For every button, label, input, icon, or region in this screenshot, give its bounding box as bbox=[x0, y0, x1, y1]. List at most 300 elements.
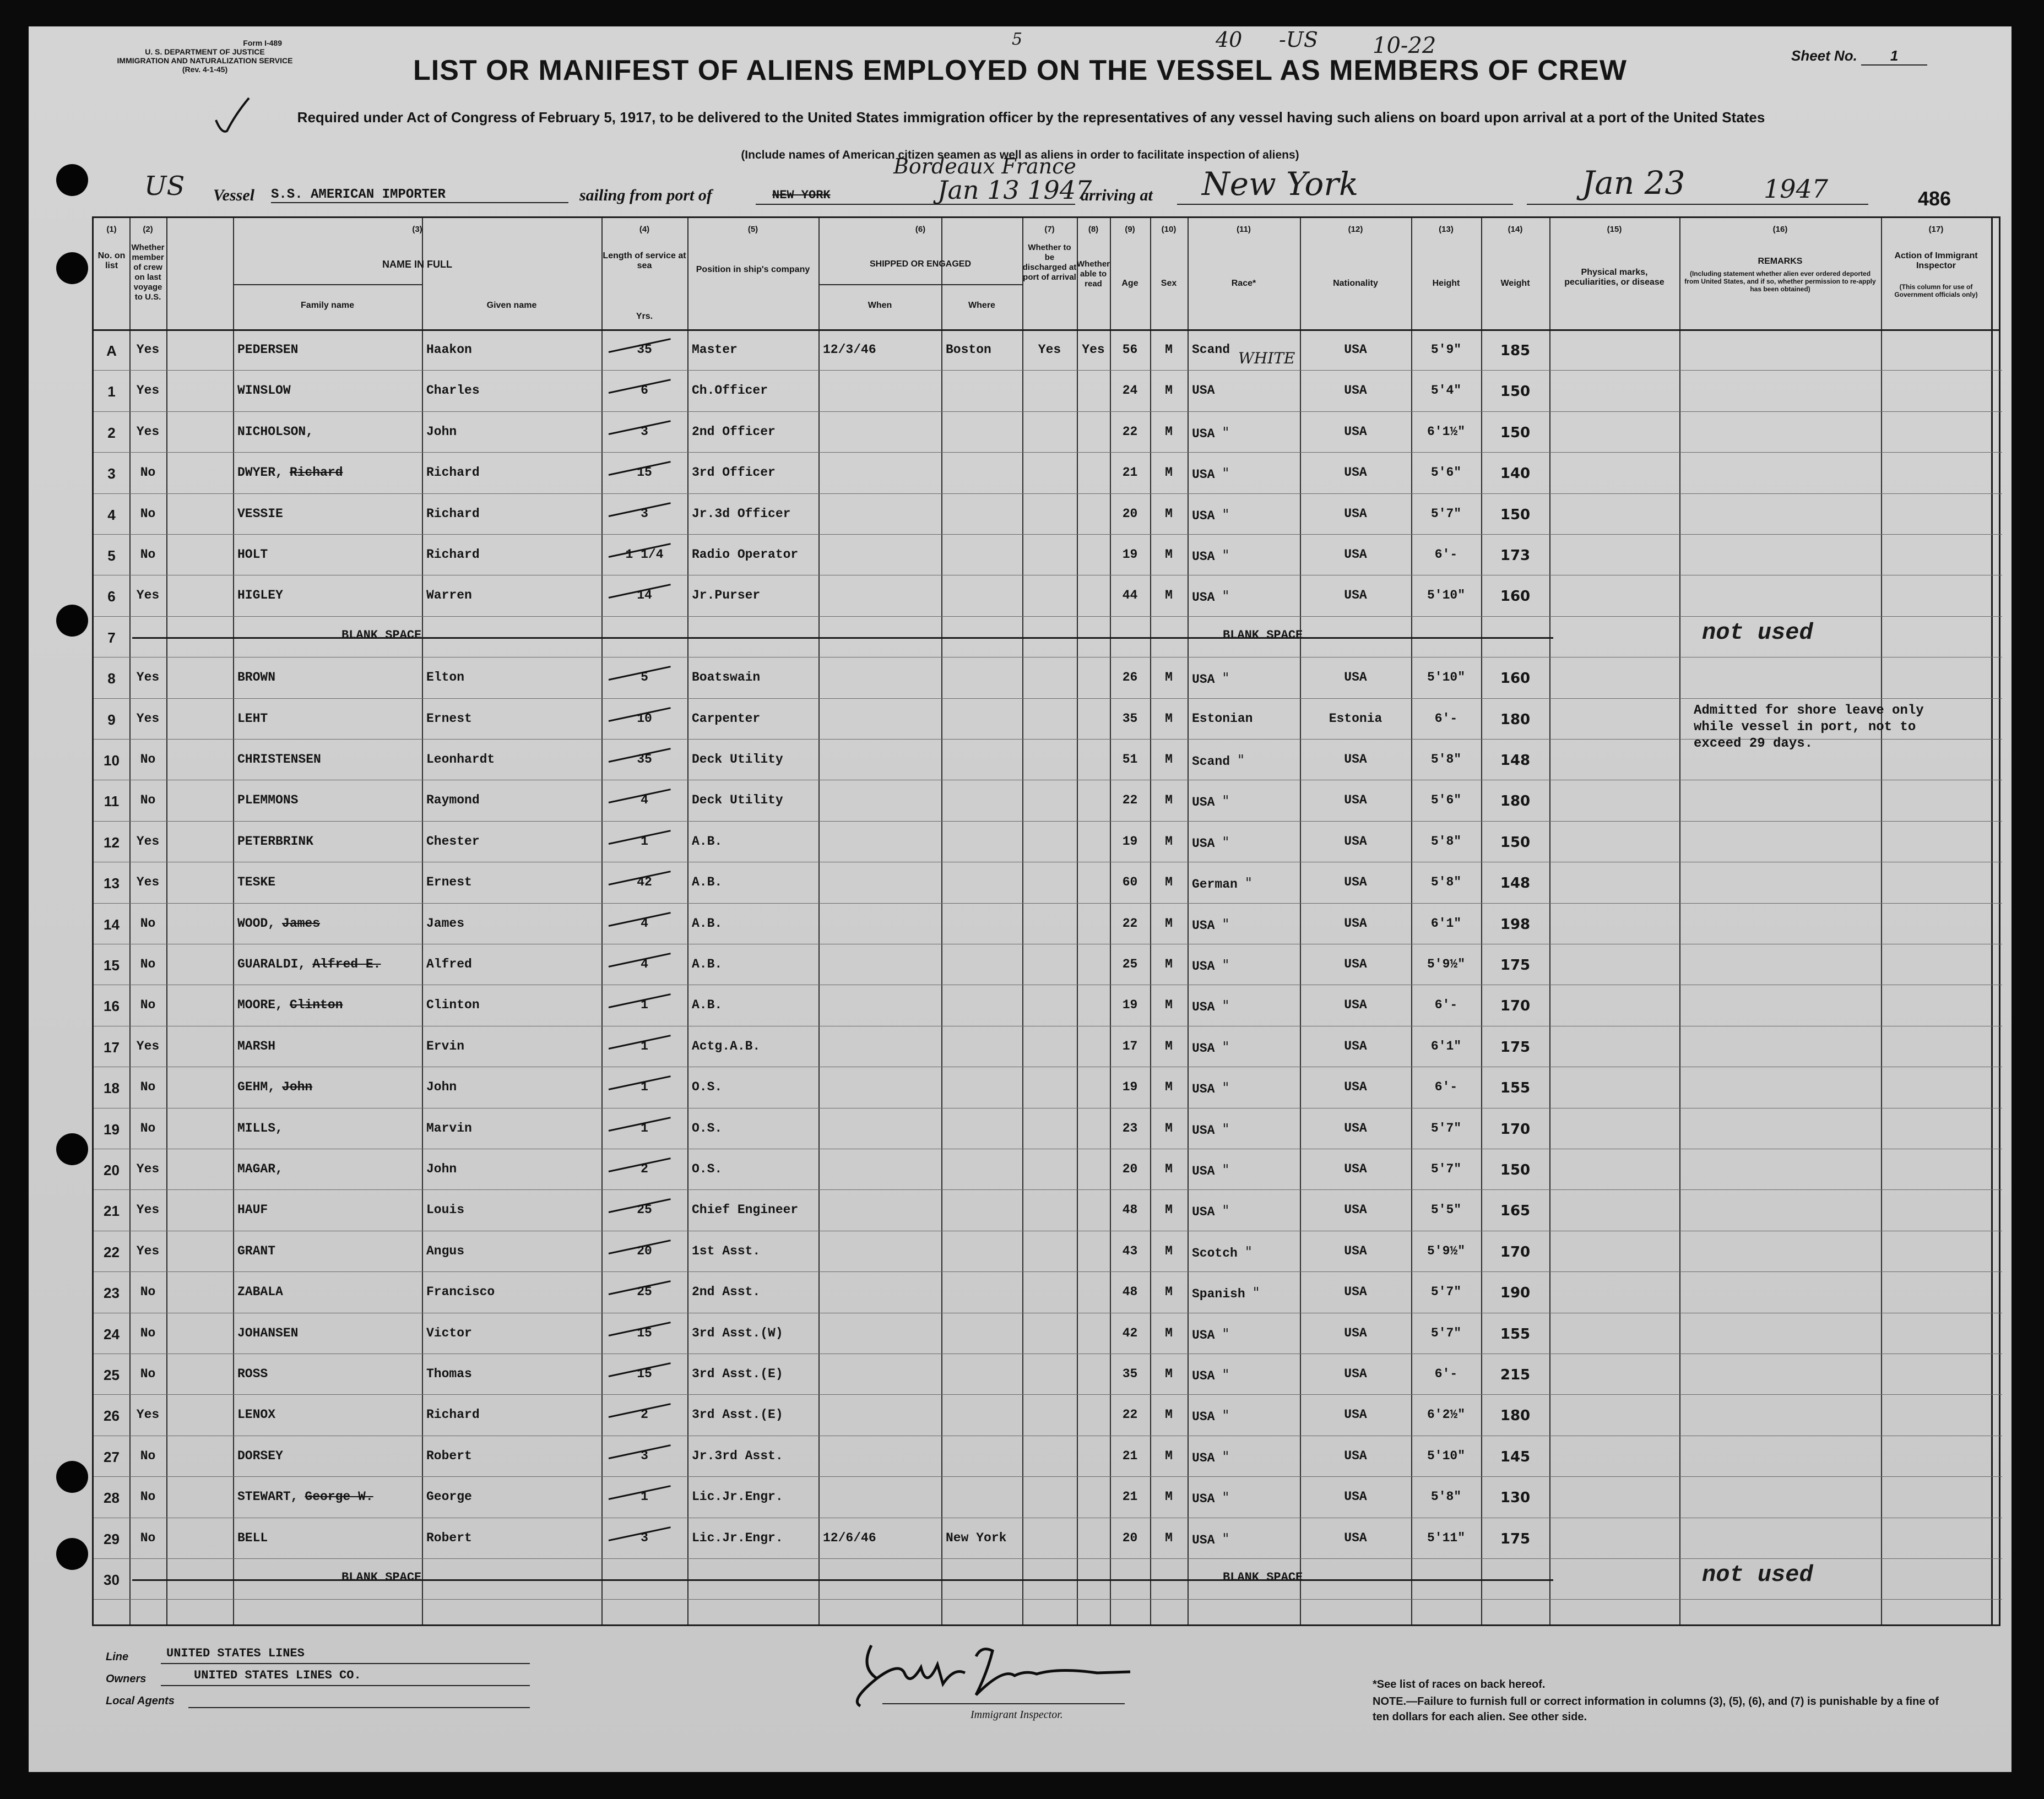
cell-age: 20 bbox=[1122, 1162, 1138, 1176]
cell-family: GRANT bbox=[237, 1243, 276, 1258]
cell-height: 5'8" bbox=[1430, 875, 1462, 890]
cell-family: BELL bbox=[237, 1530, 268, 1545]
cell-weight: 175 bbox=[1500, 1530, 1531, 1547]
cell-sex: M bbox=[1165, 1407, 1173, 1422]
cell-no: 15 bbox=[104, 957, 120, 974]
cell-no: 11 bbox=[104, 793, 120, 810]
inspector-label: Immigrant Inspector. bbox=[971, 1709, 1063, 1721]
top-annotation: -US bbox=[1279, 28, 1318, 52]
cell-no: 23 bbox=[104, 1285, 120, 1302]
cell-position: Jr.3d Officer bbox=[692, 506, 791, 521]
remark-line: Admitted for shore leave only bbox=[1694, 703, 1924, 718]
cell-prev: Yes bbox=[136, 1039, 160, 1053]
cell-race: USA " bbox=[1192, 1448, 1229, 1465]
cell-family: DWYER, Richard bbox=[237, 465, 343, 480]
cell-age: 24 bbox=[1122, 383, 1138, 398]
blank-strike-line bbox=[132, 1579, 1553, 1581]
table-row bbox=[94, 493, 2002, 534]
cell-weight: 150 bbox=[1500, 1162, 1531, 1178]
cell-sex: M bbox=[1165, 752, 1173, 767]
cell-sex: M bbox=[1165, 1203, 1173, 1218]
cell-weight: 150 bbox=[1500, 834, 1531, 851]
race-ditto-mark: " bbox=[1245, 875, 1252, 892]
cell-sex: M bbox=[1165, 670, 1173, 685]
punch-hole bbox=[56, 164, 88, 196]
sailing-label: sailing from port of bbox=[579, 186, 712, 204]
cell-height: 5'8" bbox=[1430, 1490, 1462, 1504]
cell-race: USA " bbox=[1192, 1490, 1229, 1507]
race-ditto-mark: WHITE bbox=[1238, 349, 1295, 367]
cell-race: Spanish " bbox=[1192, 1285, 1260, 1302]
races-note: *See list of races on back hereof. bbox=[1373, 1678, 1546, 1691]
cell-discharged: Yes bbox=[1038, 343, 1061, 357]
cell-position: Master bbox=[692, 343, 738, 357]
cell-nationality: Estonia bbox=[1329, 711, 1382, 726]
col-num: (16) bbox=[1772, 225, 1788, 234]
vessel-name: S.S. AMERICAN IMPORTER bbox=[271, 187, 568, 203]
cell-prev: Yes bbox=[136, 670, 160, 685]
header-prev-voyage: Whether member of crew on last voyage to U.S. bbox=[131, 243, 165, 302]
cell-height: 5'11" bbox=[1427, 1530, 1465, 1545]
race-ditto-mark: " bbox=[1222, 916, 1229, 933]
cell-age: 48 bbox=[1122, 1203, 1138, 1218]
cell-prev: No bbox=[140, 752, 156, 767]
cell-weight: 175 bbox=[1500, 1039, 1531, 1056]
cell-height: 6'- bbox=[1434, 711, 1458, 726]
cell-age: 60 bbox=[1122, 875, 1138, 890]
cell-sex: M bbox=[1165, 916, 1173, 931]
cell-prev: No bbox=[140, 916, 156, 931]
form-title: LIST OR MANIFEST OF ALIENS EMPLOYED ON THE VESSEL AS MEMBERS OF CREW bbox=[413, 55, 1627, 86]
cell-no: 29 bbox=[104, 1530, 120, 1547]
cell-given: Charles bbox=[426, 383, 480, 398]
cell-position: Boatswain bbox=[692, 670, 761, 685]
sheet-label: Sheet No. bbox=[1791, 47, 1857, 64]
cell-position: Carpenter bbox=[692, 711, 761, 726]
col-num: (11) bbox=[1237, 225, 1251, 234]
cell-no: 10 bbox=[104, 752, 120, 769]
cell-race: USA " bbox=[1192, 670, 1229, 687]
cell-nationality: USA bbox=[1344, 670, 1367, 685]
cell-when: 12/6/46 bbox=[823, 1530, 876, 1545]
race-ditto-mark: " bbox=[1222, 506, 1229, 523]
cell-age: 19 bbox=[1122, 998, 1138, 1013]
cell-family: MILLS, bbox=[237, 1121, 283, 1135]
cell-given: Ervin bbox=[426, 1039, 465, 1053]
col-num: (14) bbox=[1508, 225, 1523, 234]
cell-height: 5'7" bbox=[1430, 1325, 1462, 1340]
struck-given-name: John bbox=[282, 1080, 313, 1095]
cell-sex: M bbox=[1165, 1080, 1173, 1095]
cell-service: 1 bbox=[641, 1080, 648, 1095]
cell-nationality: USA bbox=[1344, 1080, 1367, 1095]
cell-service: 42 bbox=[637, 875, 652, 890]
punch-hole bbox=[56, 1461, 88, 1493]
cell-family: ZABALA bbox=[237, 1285, 283, 1300]
cell-family: DORSEY bbox=[237, 1448, 283, 1463]
cell-family: GEHM, John bbox=[237, 1080, 313, 1095]
race-ditto-mark: " bbox=[1222, 957, 1229, 974]
race-ditto-mark: " bbox=[1222, 588, 1229, 605]
cell-sex: M bbox=[1165, 1243, 1173, 1258]
cell-no: 7 bbox=[107, 629, 116, 646]
cell-service: 10 bbox=[637, 711, 652, 726]
cell-age: 21 bbox=[1122, 1490, 1138, 1504]
race-ditto-mark: " bbox=[1245, 1243, 1252, 1260]
cell-weight: 198 bbox=[1500, 916, 1531, 933]
cell-race: USA " bbox=[1192, 588, 1229, 605]
cell-given: Ernest bbox=[426, 711, 472, 726]
cell-no: 19 bbox=[104, 1121, 120, 1138]
dept-line-2: IMMIGRATION AND NATURALIZATION SERVICE bbox=[117, 56, 293, 65]
cell-no: 27 bbox=[104, 1448, 120, 1465]
owners-underline bbox=[161, 1685, 530, 1686]
header-height: Height bbox=[1432, 279, 1460, 288]
struck-given-name: Clinton bbox=[289, 998, 343, 1013]
cell-position: O.S. bbox=[692, 1080, 723, 1095]
punch-hole bbox=[56, 1133, 88, 1165]
cell-age: 26 bbox=[1122, 670, 1138, 685]
col-num: (10) bbox=[1161, 225, 1176, 234]
top-annotation: 10-22 bbox=[1373, 33, 1436, 58]
cell-race: Scand WHITE bbox=[1192, 343, 1295, 367]
struck-given-name: Richard bbox=[289, 465, 343, 480]
page-number: 486 bbox=[1918, 187, 1951, 210]
cell-no: 24 bbox=[104, 1325, 120, 1343]
cell-no: 3 bbox=[107, 465, 116, 482]
header-sex: Sex bbox=[1161, 279, 1177, 288]
cell-position: A.B. bbox=[692, 834, 723, 849]
cell-prev: No bbox=[140, 998, 156, 1013]
cell-prev: Yes bbox=[136, 588, 160, 603]
cell-sex: M bbox=[1165, 383, 1173, 398]
race-ditto-mark: " bbox=[1222, 834, 1229, 851]
table-row bbox=[94, 1354, 2002, 1394]
col-num: (13) bbox=[1439, 225, 1454, 234]
table-row bbox=[94, 903, 2002, 944]
arriving-underline bbox=[1177, 204, 1513, 205]
cell-given: Raymond bbox=[426, 793, 480, 808]
table-row bbox=[94, 862, 2002, 903]
cell-no: 22 bbox=[104, 1243, 120, 1260]
table-row bbox=[94, 452, 2002, 493]
port-handwritten: Bordeaux France bbox=[893, 154, 1076, 178]
cell-given: James bbox=[426, 916, 465, 931]
cell-age: 19 bbox=[1122, 834, 1138, 849]
cell-weight: 170 bbox=[1500, 1243, 1531, 1260]
cell-nationality: USA bbox=[1344, 1121, 1367, 1135]
inspector-underline bbox=[882, 1703, 1125, 1704]
cell-race: USA " bbox=[1192, 1039, 1229, 1056]
cell-service: 1 bbox=[641, 1121, 648, 1135]
blank-space-label: BLANK SPACE bbox=[1223, 1570, 1303, 1584]
cell-service: 4 bbox=[641, 916, 648, 931]
header-service-unit: Yrs. bbox=[636, 312, 653, 321]
cell-weight: 180 bbox=[1500, 793, 1531, 810]
table-row bbox=[94, 1436, 2002, 1476]
blank-strike-line bbox=[132, 637, 1553, 639]
cell-nationality: USA bbox=[1344, 1039, 1367, 1053]
cell-age: 21 bbox=[1122, 465, 1138, 480]
arrival-year: 1947 bbox=[1764, 174, 1829, 204]
cell-height: 5'7" bbox=[1430, 1285, 1462, 1300]
table-row bbox=[94, 1476, 2002, 1517]
cell-nationality: USA bbox=[1344, 834, 1367, 849]
cell-race: Scand " bbox=[1192, 752, 1244, 769]
cell-service: 4 bbox=[641, 957, 648, 971]
cell-given: John bbox=[426, 424, 457, 439]
cell-no: 6 bbox=[107, 588, 116, 605]
cell-service: 4 bbox=[641, 793, 648, 808]
cell-height: 6'- bbox=[1434, 1367, 1458, 1381]
cell-race: Estonian bbox=[1192, 711, 1253, 726]
cell-height: 6'1" bbox=[1430, 1039, 1462, 1053]
cell-age: 20 bbox=[1122, 1530, 1138, 1545]
cell-given: Angus bbox=[426, 1243, 465, 1258]
cell-prev: No bbox=[140, 547, 156, 562]
header-discharged: Whether to be discharged at port of arrival bbox=[1022, 243, 1077, 282]
race-ditto-mark: " bbox=[1222, 1080, 1229, 1097]
col-num: (4) bbox=[639, 225, 650, 234]
cell-prev: No bbox=[140, 1367, 156, 1381]
not-used-note: not used bbox=[1702, 619, 1813, 646]
cell-nationality: USA bbox=[1344, 1407, 1367, 1422]
table-row bbox=[94, 1189, 2002, 1230]
blank-space-label: BLANK SPACE bbox=[341, 1570, 422, 1584]
cell-no: 18 bbox=[104, 1080, 120, 1097]
race-ditto-mark: " bbox=[1222, 1490, 1229, 1507]
cell-weight: 160 bbox=[1500, 588, 1531, 605]
cell-nationality: USA bbox=[1344, 1162, 1367, 1176]
cell-age: 42 bbox=[1122, 1325, 1138, 1340]
cell-nationality: USA bbox=[1344, 465, 1367, 480]
cell-weight: 155 bbox=[1500, 1080, 1531, 1097]
col-num: (3) bbox=[412, 225, 422, 234]
cell-sex: M bbox=[1165, 1367, 1173, 1381]
cell-age: 20 bbox=[1122, 506, 1138, 521]
cell-race: USA " bbox=[1192, 834, 1229, 851]
cell-given: Chester bbox=[426, 834, 480, 849]
cell-age: 51 bbox=[1122, 752, 1138, 767]
cell-service: 1 bbox=[641, 834, 648, 849]
cell-race: USA " bbox=[1192, 424, 1229, 441]
cell-weight: 185 bbox=[1500, 343, 1531, 359]
cell-nationality: USA bbox=[1344, 1285, 1367, 1300]
cell-no: 2 bbox=[107, 424, 116, 441]
cell-given: Ernest bbox=[426, 875, 472, 890]
cell-prev: Yes bbox=[136, 1407, 160, 1422]
cell-nationality: USA bbox=[1344, 875, 1367, 890]
arriving-port: New York bbox=[1202, 165, 1359, 203]
cell-service: 1 1/4 bbox=[625, 547, 664, 562]
cell-family: BROWN bbox=[237, 670, 276, 685]
cell-position: 3rd Officer bbox=[692, 465, 776, 480]
inspector-signature bbox=[838, 1634, 1147, 1711]
cell-height: 5'7" bbox=[1430, 1162, 1462, 1176]
cell-prev: No bbox=[140, 465, 156, 480]
cell-age: 22 bbox=[1122, 424, 1138, 439]
cell-sex: M bbox=[1165, 1325, 1173, 1340]
cell-weight: 180 bbox=[1500, 711, 1531, 728]
cell-prev: No bbox=[140, 1490, 156, 1504]
cell-position: Deck Utility bbox=[692, 793, 783, 808]
cell-position: A.B. bbox=[692, 998, 723, 1013]
cell-nationality: USA bbox=[1344, 793, 1367, 808]
struck-given-name: James bbox=[282, 916, 321, 931]
arrival-date: Jan 23 bbox=[1582, 164, 1685, 202]
header-inspector-note: (This column for use of Government officials only) bbox=[1894, 283, 1978, 298]
cell-weight: 175 bbox=[1500, 957, 1531, 974]
header-given-name: Given name bbox=[486, 301, 537, 310]
cell-age: 48 bbox=[1122, 1285, 1138, 1300]
agents-underline bbox=[188, 1707, 530, 1708]
cell-race: USA " bbox=[1192, 1121, 1229, 1138]
punch-hole bbox=[56, 1538, 88, 1570]
cell-prev: Yes bbox=[136, 834, 160, 849]
cell-no: 5 bbox=[107, 547, 116, 564]
punch-hole bbox=[56, 605, 88, 637]
cell-family: MARSH bbox=[237, 1039, 276, 1053]
race-ditto-mark: " bbox=[1222, 1367, 1229, 1383]
cell-family: VESSIE bbox=[237, 506, 283, 521]
cell-race: USA " bbox=[1192, 916, 1229, 933]
cell-race: USA " bbox=[1192, 998, 1229, 1015]
header-physical-marks: Physical marks, peculiarities, or disease bbox=[1564, 268, 1665, 287]
cell-nationality: USA bbox=[1344, 424, 1367, 439]
cell-family: WINSLOW bbox=[237, 383, 291, 398]
cell-height: 5'6" bbox=[1430, 793, 1462, 808]
not-used-note: not used bbox=[1702, 1562, 1813, 1588]
cell-sex: M bbox=[1165, 588, 1173, 603]
cell-height: 5'8" bbox=[1430, 834, 1462, 849]
cell-family: MOORE, Clinton bbox=[237, 998, 343, 1013]
table-row bbox=[94, 1394, 2002, 1435]
cell-prev: No bbox=[140, 1530, 156, 1545]
cell-where: New York bbox=[946, 1530, 1007, 1545]
cell-race: USA " bbox=[1192, 547, 1229, 564]
cell-position: Deck Utility bbox=[692, 752, 783, 767]
cell-height: 6'- bbox=[1434, 998, 1458, 1013]
cell-race: USA " bbox=[1192, 506, 1229, 523]
cell-position: 3rd Asst.(E) bbox=[692, 1407, 783, 1422]
cell-family: GUARALDI, Alfred E. bbox=[237, 957, 381, 971]
cell-no: A bbox=[106, 343, 117, 359]
cell-prev: Yes bbox=[136, 1243, 160, 1258]
cell-height: 5'4" bbox=[1430, 383, 1462, 398]
cell-position: O.S. bbox=[692, 1162, 723, 1176]
race-ditto-mark: " bbox=[1222, 1039, 1229, 1056]
cell-prev: No bbox=[140, 957, 156, 971]
cell-given: Alfred bbox=[426, 957, 472, 971]
cell-no: 4 bbox=[107, 506, 116, 523]
cell-race: USA " bbox=[1192, 1162, 1229, 1178]
cell-prev: No bbox=[140, 1121, 156, 1135]
cell-weight: 173 bbox=[1500, 547, 1531, 564]
cell-nationality: USA bbox=[1344, 1203, 1367, 1218]
cell-service: 3 bbox=[641, 506, 648, 521]
cell-race: USA " bbox=[1192, 1530, 1229, 1547]
cell-position: Radio Operator bbox=[692, 547, 799, 562]
dept-line-1: U. S. DEPARTMENT OF JUSTICE bbox=[145, 47, 265, 56]
table-row bbox=[94, 780, 2002, 820]
table-row bbox=[94, 1518, 2002, 1558]
dept-line-3: (Rev. 4-1-45) bbox=[182, 65, 228, 74]
cell-height: 6'1½" bbox=[1427, 424, 1465, 439]
note-label: NOTE. bbox=[1373, 1695, 1407, 1708]
cell-race: Scotch " bbox=[1192, 1243, 1252, 1260]
cell-weight: 150 bbox=[1500, 506, 1531, 523]
col-num: (8) bbox=[1088, 225, 1099, 234]
agents-label: Local Agents bbox=[106, 1695, 175, 1707]
table-row bbox=[94, 370, 2002, 411]
cell-nationality: USA bbox=[1344, 1530, 1367, 1545]
sheet-number: 1 bbox=[1861, 47, 1927, 66]
header-family-name: Family name bbox=[301, 301, 354, 310]
cell-prev: Yes bbox=[136, 343, 160, 357]
cell-given: Richard bbox=[426, 506, 480, 521]
cell-sex: M bbox=[1165, 1039, 1173, 1053]
col-num: (17) bbox=[1928, 225, 1944, 234]
cell-given: John bbox=[426, 1080, 457, 1095]
cell-nationality: USA bbox=[1344, 1448, 1367, 1463]
cell-family: HOLT bbox=[237, 547, 268, 562]
cell-weight: 170 bbox=[1500, 1121, 1531, 1138]
table-row bbox=[94, 1067, 2002, 1107]
remark-line: while vessel in port, not to bbox=[1694, 720, 1916, 735]
table-row bbox=[94, 534, 2002, 575]
race-ditto-mark: " bbox=[1222, 1203, 1229, 1220]
cell-where: Boston bbox=[946, 343, 991, 357]
cell-service: 35 bbox=[637, 343, 652, 357]
form-subtitle-2: (Include names of American citizen seamen as well as aliens in order to facilitate inspection of aliens) bbox=[741, 149, 1299, 161]
cell-service: 15 bbox=[637, 1325, 652, 1340]
cell-no: 21 bbox=[104, 1203, 120, 1220]
cell-height: 5'10" bbox=[1427, 1448, 1465, 1463]
cell-weight: 170 bbox=[1500, 998, 1531, 1015]
cell-height: 5'7" bbox=[1430, 1121, 1462, 1135]
header-name-in-full: NAME IN FULL bbox=[382, 259, 452, 270]
sailing-date: Jan 13 1947 bbox=[937, 175, 1092, 205]
port-struck: NEW YORK bbox=[772, 188, 831, 202]
cell-no: 12 bbox=[104, 834, 120, 851]
cell-height: 6'2½" bbox=[1427, 1407, 1465, 1422]
blank-space-label: BLANK SPACE bbox=[1223, 628, 1303, 642]
cell-age: 43 bbox=[1122, 1243, 1138, 1258]
cell-given: Clinton bbox=[426, 998, 480, 1013]
line-underline bbox=[161, 1663, 530, 1664]
cell-age: 21 bbox=[1122, 1448, 1138, 1463]
cell-service: 15 bbox=[637, 1367, 652, 1381]
cell-position: Ch.Officer bbox=[692, 383, 768, 398]
cell-given: Thomas bbox=[426, 1367, 472, 1381]
cell-age: 56 bbox=[1122, 343, 1138, 357]
table-row bbox=[94, 1026, 2002, 1067]
table-row bbox=[94, 1231, 2002, 1271]
cell-service: 6 bbox=[641, 383, 648, 398]
cell-position: 2nd Asst. bbox=[692, 1285, 761, 1300]
struck-given-name: Alfred E. bbox=[312, 957, 381, 971]
cell-nationality: USA bbox=[1344, 752, 1367, 767]
top-annotation: 40 bbox=[1216, 28, 1243, 52]
cell-sex: M bbox=[1165, 465, 1173, 480]
cell-given: Richard bbox=[426, 465, 480, 480]
cell-sex: M bbox=[1165, 711, 1173, 726]
cell-weight: 140 bbox=[1500, 465, 1531, 482]
cell-race: USA bbox=[1192, 383, 1215, 398]
cell-service: 2 bbox=[641, 1162, 648, 1176]
cell-race: USA " bbox=[1192, 1407, 1229, 1425]
cell-weight: 165 bbox=[1500, 1203, 1531, 1220]
